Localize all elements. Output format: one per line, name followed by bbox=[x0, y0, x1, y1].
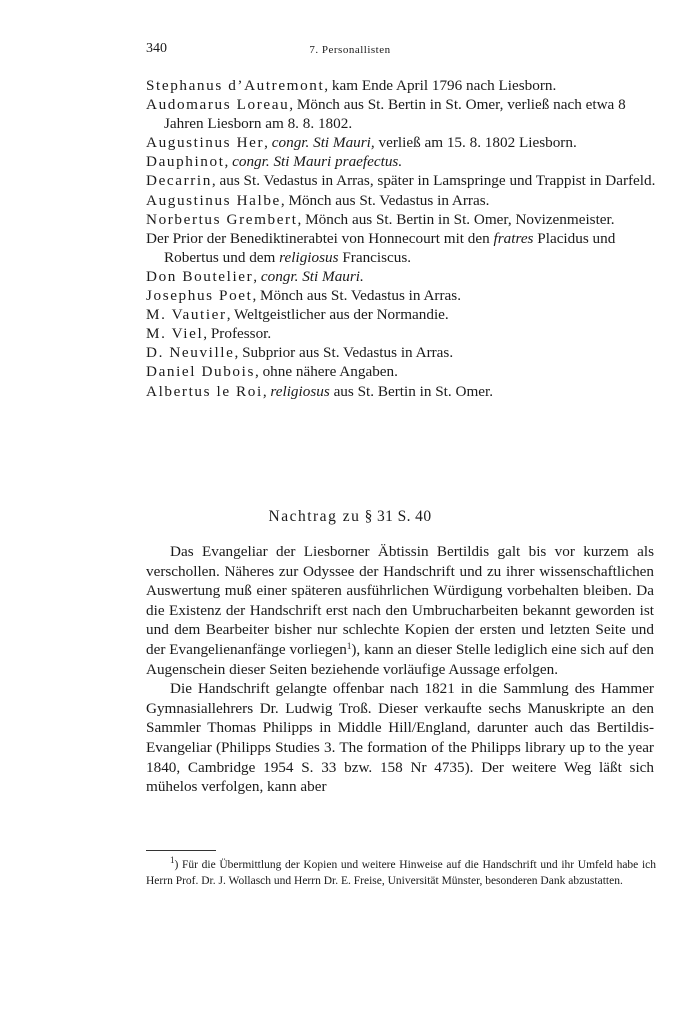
list-item: Norbertus Grembert, Mönch aus St. Bertin in St. Omer, Novizenmeister. bbox=[146, 210, 615, 228]
list-item: Albertus le Roi, religiosus aus St. Bertin in St. Omer. bbox=[146, 382, 494, 400]
footnote-reference: 1 bbox=[346, 640, 352, 651]
list-item: Stephanus d’Autremont, kam Ende April 1796 nach Liesborn. bbox=[146, 77, 557, 94]
list-item: Daniel Dubois, ohne nähere Angaben. bbox=[146, 363, 398, 381]
list-item: Don Boutelier, congr. Sti Mauri. bbox=[146, 267, 364, 285]
list-item: D. Neuville, Subprior aus St. Vedastus in Arras. bbox=[146, 344, 454, 362]
list-item: Augustinus Halbe, Mönch aus St. Vedastus in Arras. bbox=[146, 191, 490, 209]
footnote-marker: 1 bbox=[170, 855, 175, 865]
personnel-list bbox=[146, 76, 666, 401]
list-item: Decarrin, aus St. Vedastus in Arras, später in Lamspringe und Trappist in Darfeld. bbox=[146, 172, 656, 190]
list-item: Dauphinot, congr. Sti Mauri praefectus. bbox=[146, 153, 403, 171]
list-item: Josephus Poet, Mönch aus St. Vedastus in Arras. bbox=[146, 287, 461, 305]
running-head: 7. Personallisten bbox=[309, 44, 391, 56]
list-item: Audomarus Loreau, Mönch aus St. Bertin in St. Omer, verließ nach etwa 8 Jahren Liesborn am 8. 8. 1802. bbox=[146, 96, 626, 133]
body-text bbox=[146, 542, 654, 797]
paragraph: Die Handschrift gelangte offenbar nach 1821 in die Sammlung des Hammer Gymnasiallehrers Dr. Ludwig Troß. Dieser verkaufte sechs Manuskripte an den Sammler Thomas Philipps in Middle Hill/England, darunter auch das Bertildis-Evangeliar (Philipps Studies 3. The formation of the Philipps library up to the year 1840, Cambridge 1954 S. 33 bzw. 158 Nr 4735). Der weitere Weg läßt sich mühelos verfolgen, kann aber bbox=[146, 680, 654, 796]
page-number: 340 bbox=[146, 41, 167, 56]
section-heading: Nachtrag zu § 31 S. 40 bbox=[268, 508, 432, 525]
footnote-divider bbox=[146, 850, 216, 851]
list-item: M. Viel, Professor. bbox=[146, 325, 272, 343]
footnote: $^1$) Für die Übermittlung der Kopien und weitere Hinweise auf die Handschrift und ihr Umfeld habe ich Herrn Prof. Dr. J. Wollasch und Herrn Dr. E. Freise, Universität Münster, besonderen Dank abzustatten. bbox=[146, 855, 656, 888]
list-item: Der Prior der Benediktinerabtei von Honnecourt mit den fratres Placidus und Robertus und dem religiosus Franciscus. bbox=[146, 229, 616, 266]
list-item: M. Vautier, Weltgeistlicher aus der Normandie. bbox=[146, 306, 449, 324]
paragraph: Das Evangeliar der Liesborner Äbtissin Bertildis galt bis vor kurzem als verschollen. Näheres zur Odyssee der Handschrift und zu ihrer wissenschaftlichen Auswertung muß einer späteren ausführlichen Würdigung vorbehalten bleiben. Da die Existenz der Handschrift erst nach den Umbrucharbeiten bekannt geworden ist und dem Bearbeiter bisher nur schlechte Kopien der ersten und letzten Seite und der Evangelienanfänge vorliegen$^1$), kann an dieser Stelle lediglich eine sich auf den Augenschein dieser Seiten beziehende vorläufige Aussage erfolgen. bbox=[146, 543, 654, 678]
list-item: Augustinus Her, congr. Sti Mauri, verließ am 15. 8. 1802 Liesborn. bbox=[146, 134, 577, 152]
